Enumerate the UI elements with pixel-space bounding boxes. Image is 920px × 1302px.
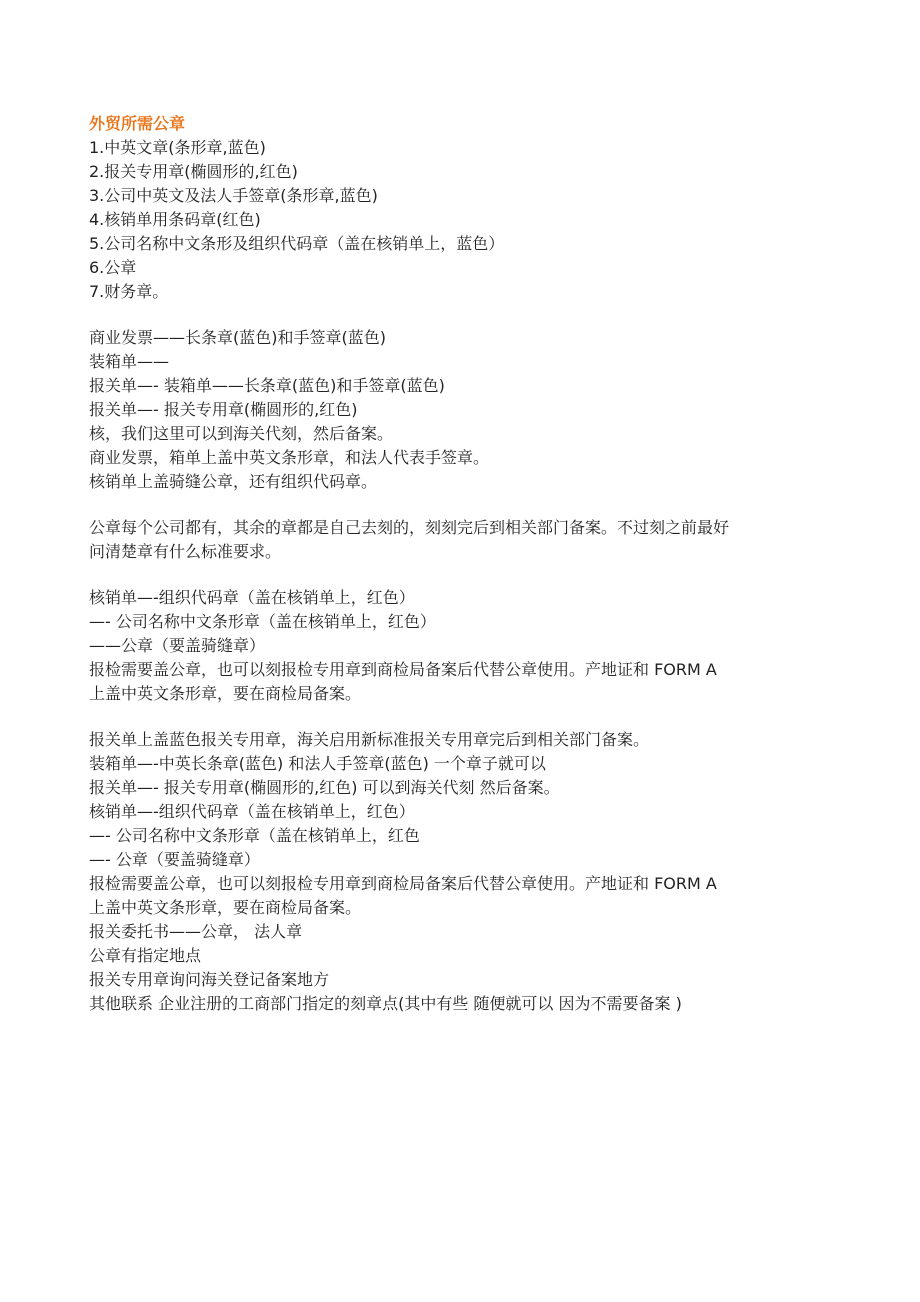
text-line: 其他联系 企业注册的工商部门指定的刻章点(其中有些 随便就可以 因为不需要备案 ) xyxy=(89,994,682,1013)
text-line: 商业发票，箱单上盖中英文条形章，和法人代表手签章。 xyxy=(89,448,490,467)
text-line: 3.公司中英文及法人手签章(条形章,蓝色) xyxy=(89,186,378,205)
text-line: —- 公章（要盖骑缝章） xyxy=(89,850,260,869)
paragraph-gap xyxy=(89,494,849,516)
document-title: 外贸所需公章 xyxy=(89,114,186,133)
text-line: 2.报关专用章(椭圆形的,红色) xyxy=(89,162,298,181)
text-section xyxy=(89,516,849,564)
paragraph-gap xyxy=(89,304,849,326)
text-line: 装箱单—— xyxy=(89,352,170,371)
text-line: ——公章（要盖骑缝章） xyxy=(89,636,266,655)
text-line: —- 公司名称中文条形章（盖在核销单上，红色） xyxy=(89,612,436,631)
text-line: 公章有指定地点 xyxy=(89,946,202,965)
text-line: 报关单—- 报关专用章(椭圆形的,红色) 可以到海关代刻 然后备案。 xyxy=(89,778,560,797)
text-line: 上盖中英文条形章，要在商检局备案。 xyxy=(89,684,362,703)
text-line: 报关专用章询问海关登记备案地方 xyxy=(89,970,330,989)
document-body xyxy=(89,112,849,1016)
text-line: 报关单—- 报关专用章(椭圆形的,红色) xyxy=(89,400,358,419)
text-section xyxy=(89,326,849,494)
paragraph-gap xyxy=(89,564,849,586)
text-line: 5.公司名称中文条形及组织代码章（盖在核销单上，蓝色） xyxy=(89,234,505,253)
text-line: 核，我们这里可以到海关代刻，然后备案。 xyxy=(89,424,394,443)
text-line: 6.公章 xyxy=(89,258,137,277)
text-line: 报关单上盖蓝色报关专用章，海关启用新标准报关专用章完后到相关部门备案。 xyxy=(89,730,650,749)
paragraph-gap xyxy=(89,706,849,728)
text-line: 装箱单—-中英长条章(蓝色) 和法人手签章(蓝色) 一个章子就可以 xyxy=(89,754,546,773)
text-line: 报关单—- 装箱单——长条章(蓝色)和手签章(蓝色) xyxy=(89,376,445,395)
text-line: 问清楚章有什么标准要求。 xyxy=(89,542,282,561)
text-line: 报检需要盖公章，也可以刻报检专用章到商检局备案后代替公章使用。产地证和 FORM A xyxy=(89,874,717,893)
text-line: 核销单—-组织代码章（盖在核销单上，红色） xyxy=(89,588,415,607)
text-line: 报检需要盖公章，也可以刻报检专用章到商检局备案后代替公章使用。产地证和 FORM A xyxy=(89,660,717,679)
text-line: 上盖中英文条形章，要在商检局备案。 xyxy=(89,898,362,917)
text-line: 报关委托书——公章， 法人章 xyxy=(89,922,303,941)
text-line: —- 公司名称中文条形章（盖在核销单上，红色 xyxy=(89,826,420,845)
text-line: 7.财务章。 xyxy=(89,282,169,301)
text-line: 商业发票——长条章(蓝色)和手签章(蓝色) xyxy=(89,328,386,347)
text-section xyxy=(89,136,849,304)
text-section xyxy=(89,728,849,1016)
text-line: 核销单—-组织代码章（盖在核销单上，红色） xyxy=(89,802,415,821)
text-section xyxy=(89,586,849,706)
text-line: 公章每个公司都有，其余的章都是自己去刻的，刻刻完后到相关部门备案。不过刻之前最好 xyxy=(89,518,730,537)
text-line: 1.中英文章(条形章,蓝色) xyxy=(89,138,266,157)
document-sections xyxy=(89,136,849,1016)
text-line: 核销单上盖骑缝公章，还有组织代码章。 xyxy=(89,472,378,491)
text-line: 4.核销单用条码章(红色) xyxy=(89,210,261,229)
